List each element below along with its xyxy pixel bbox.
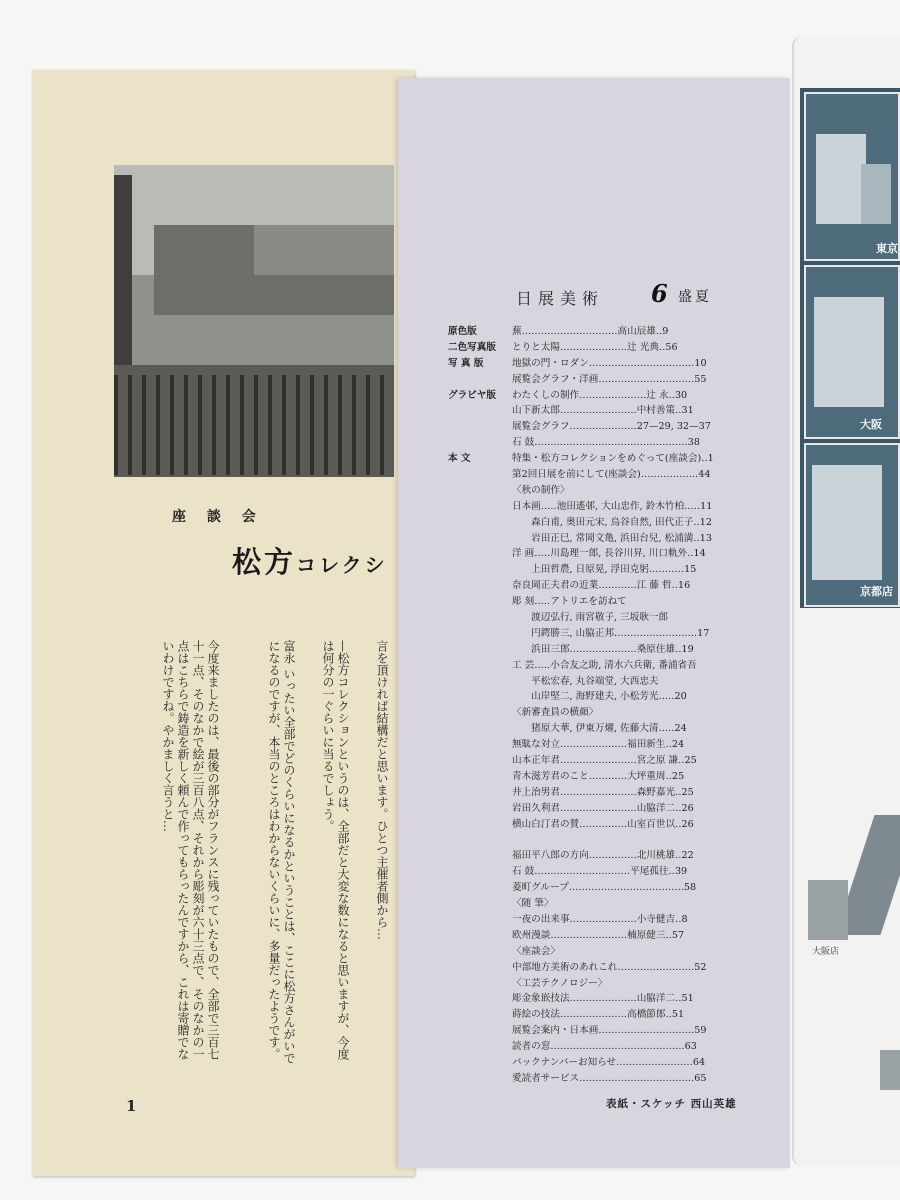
table-of-contents bbox=[448, 324, 758, 1087]
toc-entry bbox=[448, 515, 758, 531]
toc-entry-text: 愛読者サービス………………………………65 bbox=[512, 1072, 707, 1084]
toc-entry-text: 森白甫, 奥田元宋, 烏谷自然, 田代正子‥12 bbox=[512, 516, 712, 528]
toc-entry-text: 中部地方美術のあれこれ……………………52 bbox=[512, 961, 707, 973]
toc-entry-text: 福田平八郎の方向……………北川桃雄‥22 bbox=[512, 850, 694, 862]
toc-entry-text: 青木滋芳君のこと…………大坪重周‥25 bbox=[512, 770, 685, 782]
toc-entry bbox=[448, 896, 758, 912]
toc-entry bbox=[448, 324, 758, 340]
toc-entry bbox=[448, 801, 758, 817]
toc-entry-text: 欧州漫談……………………楠原健三‥57 bbox=[512, 929, 685, 941]
toc-entry bbox=[448, 991, 758, 1007]
ad-photo-osaka bbox=[804, 265, 900, 439]
toc-entry-text: 〈秋の制作〉 bbox=[512, 484, 570, 496]
issue-number: 6 bbox=[651, 279, 668, 308]
toc-entry bbox=[448, 419, 758, 435]
toc-entry bbox=[448, 340, 758, 356]
toc-entry-text: 円鍔勝三, 山脇正邦……………………‥17 bbox=[512, 627, 710, 639]
ad-photo-strip bbox=[800, 88, 900, 608]
toc-entry bbox=[448, 721, 758, 737]
toc-entry bbox=[448, 642, 758, 658]
toc-entry bbox=[448, 960, 758, 976]
toc-entry bbox=[448, 1071, 758, 1087]
article-column: —松方コレクションというのは、全部だと大変な数になると思いますが、今度は何分の一ぐらいに当るでしょう。 bbox=[321, 640, 350, 1060]
toc-entry-text: 岩田正巳, 常岡文亀, 浜田台兒, 松浦満‥13 bbox=[512, 532, 712, 544]
toc-entry bbox=[448, 388, 758, 404]
toc-entry-text: 渡辺弘行, 雨宮敬子, 三坂耿一郎 bbox=[512, 612, 669, 624]
toc-entry bbox=[448, 546, 758, 562]
toc-entry bbox=[448, 705, 758, 721]
article-column: 言を頂ければ結構だと思います。ひとつ主催者側から… bbox=[375, 640, 389, 940]
toc-entry-text: 地獄の門・ロダン……………………………10 bbox=[512, 357, 707, 369]
toc-entry-text: 〈座談会〉 bbox=[512, 945, 560, 957]
toc-entry-text: 〈新審査員の横顔〉 bbox=[512, 707, 599, 719]
seminar-label: 座 談 会 bbox=[172, 509, 264, 525]
toc-entry bbox=[448, 848, 758, 864]
toc-entry bbox=[448, 562, 758, 578]
toc-entry bbox=[448, 483, 758, 499]
toc-entry-text: 彫金象嵌技法…………………山脇洋二‥51 bbox=[512, 993, 694, 1005]
toc-entry-text: 猪原大華, 伊東万燿, 佐藤大清…‥24 bbox=[512, 723, 687, 735]
toc-entry bbox=[448, 817, 758, 833]
toc-entry-text: 無駄な対立…………………福田新生‥24 bbox=[512, 739, 685, 751]
magazine-title: 日展美術 bbox=[516, 289, 605, 308]
museum-photo bbox=[114, 165, 394, 477]
toc-entry bbox=[448, 674, 758, 690]
ad-label-kyoto: 京都店 bbox=[860, 585, 893, 598]
toc-category: 二色写真版 bbox=[448, 341, 496, 353]
toc-entry bbox=[448, 864, 758, 880]
toc-entry bbox=[448, 499, 758, 515]
toc-entry bbox=[448, 451, 758, 467]
toc-entry-text: 読者の窓……………………………………63 bbox=[512, 1041, 697, 1053]
toc-category: 写 真 版 bbox=[448, 357, 484, 369]
article-headline bbox=[232, 540, 402, 581]
ad-label-osaka-store: 大阪店 bbox=[812, 947, 840, 957]
toc-entry bbox=[448, 531, 758, 547]
toc-entry bbox=[448, 356, 758, 372]
article-body bbox=[120, 640, 402, 1100]
toc-entry bbox=[448, 1023, 758, 1039]
toc-entry bbox=[448, 1007, 758, 1023]
toc-entry bbox=[448, 1055, 758, 1071]
headline-main: 松方 bbox=[232, 545, 297, 579]
toc-entry-text: わたくしの制作…………………辻 永‥30 bbox=[512, 389, 688, 401]
toc-category: 原色版 bbox=[448, 326, 477, 337]
toc-entry-text: 横山白汀君の賛……………山室百世以‥26 bbox=[512, 818, 694, 830]
toc-entry bbox=[448, 435, 758, 451]
headline-sub: コレクシ bbox=[296, 553, 388, 577]
toc-entry-text: 一夜の出来事…………………小寺健吉‥8 bbox=[512, 913, 688, 925]
toc-entry-text: 彫 刻…‥アトリエを訪ねて bbox=[512, 596, 627, 608]
toc-entry bbox=[448, 944, 758, 960]
toc-entry bbox=[448, 785, 758, 801]
toc-entry bbox=[448, 626, 758, 642]
toc-entry bbox=[448, 403, 758, 419]
issue-season: 盛夏 bbox=[678, 289, 712, 305]
toc-entry-text: とりと太陽…………………辻 光典‥56 bbox=[512, 341, 678, 353]
toc-entry-text: 展覧会グラフ…………………27—29, 32—37 bbox=[512, 421, 711, 433]
ad-building-illustration-2 bbox=[880, 1050, 900, 1090]
toc-entry-text: 奈良岡正夫君の近業…………江 藤 哲‥16 bbox=[512, 580, 691, 592]
toc-entry bbox=[448, 833, 758, 849]
toc-entry-text: 展覧会グラフ・洋画…………………………55 bbox=[512, 373, 707, 385]
article-column: 今度来ましたのは、最後の部分がフランスに残っていたもので、全部で三百七十一点、そのなかで絵が三百八点、それから彫刻が六十三点で、そのなかの一点はこちらで鋳造を新しく頼んで作ってもらったんですから、これは寄贈でないわけですね。やかましく言うと… bbox=[161, 640, 220, 1060]
toc-entry bbox=[448, 578, 758, 594]
cover-credit: 表紙・スケッチ 西山英雄 bbox=[606, 1098, 737, 1110]
toc-entry bbox=[448, 769, 758, 785]
ad-photo-tokyo bbox=[804, 92, 900, 261]
toc-entry bbox=[448, 976, 758, 992]
toc-entry bbox=[448, 689, 758, 705]
page-number: 1 bbox=[126, 1097, 137, 1115]
toc-category: 本 文 bbox=[448, 453, 471, 465]
toc-entry-text: 菱町グループ………………………………58 bbox=[512, 882, 697, 894]
toc-entry bbox=[448, 753, 758, 769]
toc-entry bbox=[448, 1039, 758, 1055]
toc-entry-text: 石 鼓…………………………………………38 bbox=[512, 437, 700, 449]
ad-label-tokyo: 東京 bbox=[876, 242, 898, 255]
toc-entry-text: 井上治男君……………………森野嘉光‥25 bbox=[512, 786, 694, 798]
toc-entry-text: 第2回日展を前にして(座談会)………………44 bbox=[512, 469, 711, 481]
toc-entry bbox=[448, 594, 758, 610]
toc-entry-text: 日本画…‥池田遙邨, 大山忠作, 鈴木竹柏…‥11 bbox=[512, 500, 713, 512]
toc-entry-text: 平松宏春, 丸谷端堂, 大西忠夫 bbox=[512, 675, 659, 687]
toc-entry bbox=[448, 658, 758, 674]
toc-entry-text: 蕪…………………………高山辰雄‥9 bbox=[512, 326, 669, 337]
toc-entry-text: 特集・松方コレクションをめぐって(座談会)‥1 bbox=[512, 453, 714, 465]
toc-entry-text: 浜田三郎…………………桑原住雄‥19 bbox=[512, 643, 694, 655]
toc-entry-text: 工 芸…‥小合友之助, 清水六兵衛, 番浦省吾 bbox=[512, 659, 697, 671]
toc-entry bbox=[448, 610, 758, 626]
toc-entry-text: 洋 画…‥川島理一郎, 長谷川昇, 川口軌外‥14 bbox=[512, 548, 706, 560]
toc-entry bbox=[448, 737, 758, 753]
toc-entry-text: 石 鼓…………………………平尾孤往‥39 bbox=[512, 866, 688, 878]
toc-entry-text: 山下新太郎……………………中村善策‥31 bbox=[512, 405, 694, 417]
toc-entry bbox=[448, 467, 758, 483]
toc-entry-text: 上田哲農, 日原晃, 浮田克躬………‥15 bbox=[512, 564, 697, 576]
article-column: 富永 いったい全部でどのくらいになるかということは、ここに松方さんがいでになるのですが、本当のところはわからないくらいに、多量だったようです。 bbox=[267, 640, 296, 1064]
toc-entry-text: 〈随 筆〉 bbox=[512, 898, 554, 910]
toc-entry bbox=[448, 928, 758, 944]
toc-entry-text: 蒔絵の技法…………………高橋節郎‥51 bbox=[512, 1009, 685, 1021]
toc-entry-text: 岩田久利君……………………山脇洋二‥26 bbox=[512, 802, 694, 814]
toc-entry-text: バックナンバーお知らせ……………………64 bbox=[512, 1056, 706, 1068]
toc-entry-text: 展覧会案内・日本画…………………………59 bbox=[512, 1025, 707, 1037]
ad-building-illustration bbox=[808, 880, 848, 940]
toc-entry-text: 山岸堅二, 海野建夫, 小松芳光…‥20 bbox=[512, 691, 687, 703]
ad-label-osaka: 大阪 bbox=[860, 418, 882, 431]
toc-entry bbox=[448, 372, 758, 388]
toc-entry-text: 山本正年君……………………宮之原 謙‥25 bbox=[512, 755, 697, 767]
toc-entry-text: 〈工芸テクノロジー〉 bbox=[512, 977, 608, 989]
toc-entry bbox=[448, 880, 758, 896]
toc-category: グラビヤ版 bbox=[448, 389, 496, 401]
toc-entry bbox=[448, 912, 758, 928]
